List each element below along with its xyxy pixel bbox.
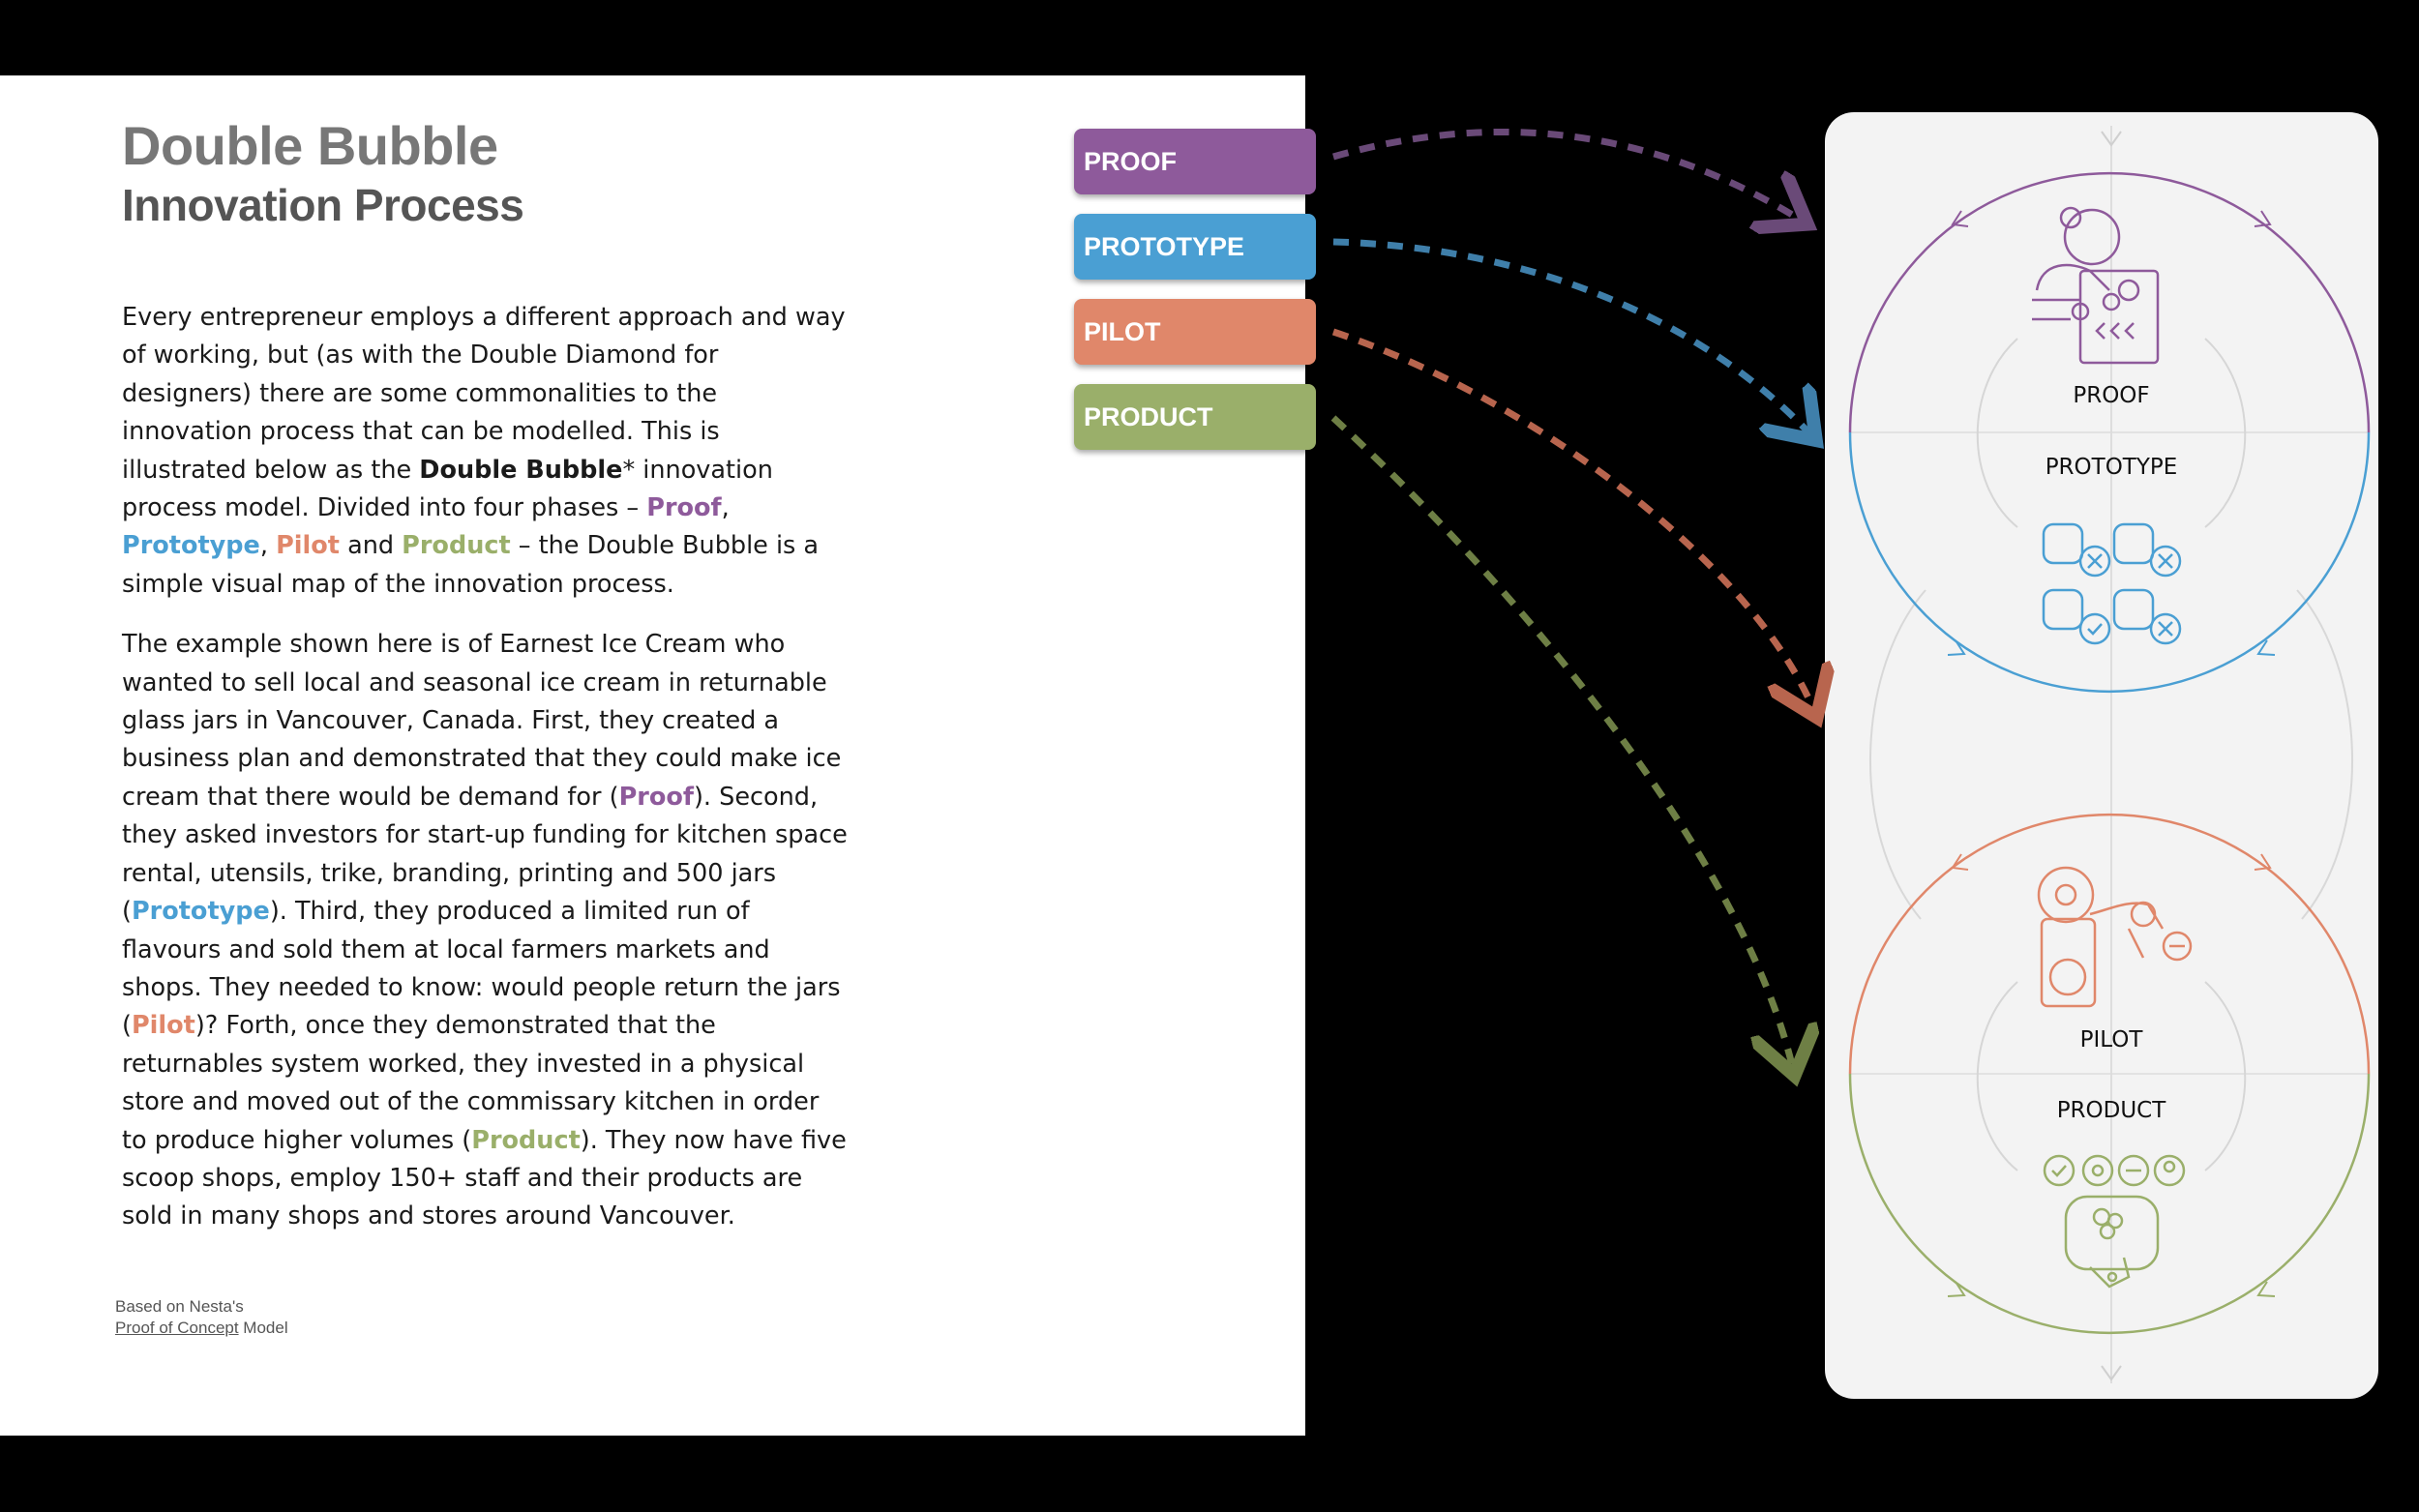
inner-cycle-arc <box>1978 982 2017 1171</box>
arrow-pilot <box>1333 332 1814 711</box>
credit-suffix: Model <box>238 1319 288 1337</box>
page-title: Double Bubble <box>122 115 498 176</box>
intro-text-c: – the Double Bubble is a simple visual map of the innovation process. <box>122 531 820 599</box>
pilot-button[interactable]: PILOT <box>1074 299 1316 365</box>
prototype-button[interactable]: PROTOTYPE <box>1074 214 1316 280</box>
page-subtitle: Innovation Process <box>122 180 524 230</box>
person-with-phone-icon <box>2032 208 2158 363</box>
separator: , <box>259 531 277 561</box>
intro-bold-term: Double Bubble <box>419 455 623 485</box>
arrow-prototype <box>1333 242 1811 435</box>
intro-text-a: Every entrepreneur employs a different approach and way of working, but (as with the Double Diamond for designers) there are some commonalities to the innovation process that can be modelled. This is illustrated below as the <box>122 303 846 485</box>
term-product: Product <box>471 1125 581 1155</box>
diagram-label-pilot: PILOT <box>2079 1027 2143 1052</box>
proof-button[interactable]: PROOF <box>1074 129 1316 194</box>
intro-text-b: * innovation process model. Divided into four phases – <box>122 455 773 523</box>
diagram-label-product: PRODUCT <box>2056 1098 2166 1123</box>
arrow-proof <box>1333 132 1802 221</box>
arc-arrow-icon <box>1948 640 1964 655</box>
arc-arrow-icon <box>1948 1282 1964 1296</box>
diagram-label-prototype: PROTOTYPE <box>2045 455 2178 480</box>
example-text-e: ). They now have five scoop shops, employ 150+ staff and their products are sold in many shops and stores around Vancouver. <box>122 1125 847 1231</box>
separator: and <box>339 531 403 561</box>
example-text-a: The example shown here is of Earnest Ice Cream who wanted to sell local and seasonal ice cream in returnable glass jars in Vancouver, Canada. First, they created a business plan and demonstrated that they could make ice cream that there would be demand for ( <box>122 630 842 812</box>
example-text-d: )? Forth, once they demonstrated that the returnables system worked, they invested in a physical store and moved out of the commissary kitchen in order to produce higher volumes ( <box>122 1011 820 1155</box>
term-prototype: Prototype <box>122 531 260 561</box>
diagram-label-proof: PROOF <box>2073 383 2150 408</box>
left-connector-arc <box>1870 590 1926 919</box>
example-text-b: ). Second, they asked investors for start-up funding for kitchen space rental, utensils, trike, branding, printing and 500 jars ( <box>122 782 848 927</box>
term-proof: Proof <box>618 782 694 812</box>
credit-line: Based on Nesta's <box>115 1297 244 1316</box>
pilot-machine-icon <box>2039 868 2191 1006</box>
example-text-c: ). Third, they produced a limited run of flavours and sold them at local farmers markets and shops. They needed to know: would people return the jars ( <box>122 897 841 1041</box>
product-jar-icon <box>2045 1156 2184 1287</box>
separator: , <box>721 493 730 523</box>
product-button[interactable]: PRODUCT <box>1074 384 1316 450</box>
arc-arrow-icon <box>1953 211 1968 226</box>
proof-of-concept-link[interactable]: Proof of Concept <box>115 1319 239 1337</box>
inner-cycle-arc <box>2205 982 2245 1171</box>
term-product: Product <box>402 531 511 561</box>
arrow-product <box>1333 418 1793 1069</box>
term-proof: Proof <box>646 493 722 523</box>
term-pilot: Pilot <box>276 531 340 561</box>
term-prototype: Prototype <box>131 897 270 927</box>
right-connector-arc <box>2297 590 2352 919</box>
term-pilot: Pilot <box>131 1011 195 1041</box>
